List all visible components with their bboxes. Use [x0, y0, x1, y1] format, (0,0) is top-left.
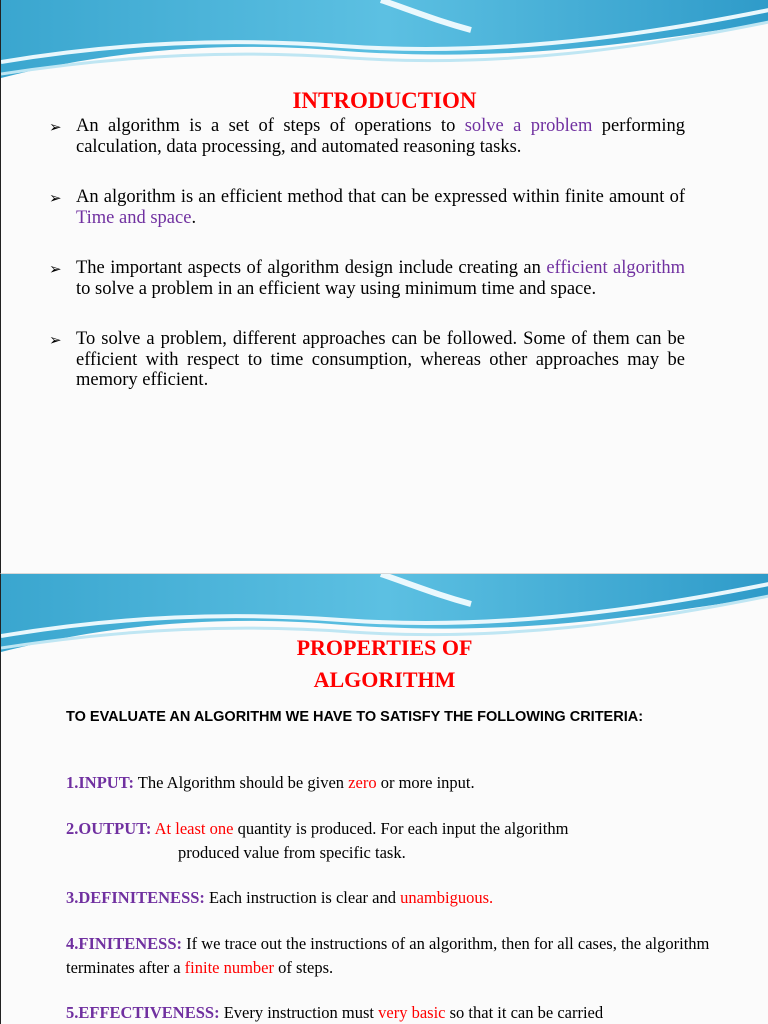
property-key: 5.EFFECTIVENESS: — [66, 1003, 220, 1022]
bullet-highlight: solve a problem — [464, 116, 593, 136]
bullet-text: An algorithm is an efficient method that can be expressed within finite amount of — [76, 187, 685, 207]
property-finiteness — [66, 932, 726, 980]
title-line: PROPERTIES OF — [296, 635, 473, 660]
page-title: INTRODUCTION — [292, 88, 477, 113]
bullet-highlight: efficient algorithm — [546, 258, 685, 278]
list-item — [49, 116, 685, 157]
bullet-text: . — [191, 207, 197, 228]
arrow-bullet-icon: ➢ — [49, 331, 62, 349]
property-output — [66, 817, 726, 865]
arrow-bullet-icon: ➢ — [49, 260, 62, 278]
title-line: ALGORITHM — [313, 667, 456, 692]
property-highlight: finite number — [184, 958, 275, 977]
property-key: 4.FINITENESS: — [66, 934, 182, 953]
property-text: Every instruction must — [219, 1003, 379, 1022]
property-text: of steps. — [274, 958, 334, 977]
bullet-text: The important aspects of algorithm design include creating an — [76, 258, 547, 278]
list-item — [49, 329, 685, 391]
arrow-bullet-icon: ➢ — [49, 189, 62, 207]
property-highlight: unambiguous. — [400, 888, 494, 907]
property-definiteness — [66, 886, 726, 910]
property-highlight: zero — [348, 773, 377, 792]
property-text: so that it can be carried — [445, 1003, 604, 1022]
section-title — [1, 632, 768, 696]
property-input — [66, 771, 726, 795]
property-text: Each instruction is clear and — [204, 888, 401, 907]
bullet-text: To solve a problem, different approaches can be followed. Some of them can be efficient with respect to time consumption, whereas other approaches may be memory efficient. — [76, 329, 685, 390]
wave-banner — [1, 0, 768, 90]
arrow-bullet-icon: ➢ — [49, 118, 62, 136]
bullet-list — [49, 116, 685, 421]
property-text: The Algorithm should be given — [133, 773, 349, 792]
property-key: 2.OUTPUT: — [66, 819, 152, 838]
bullet-text: An algorithm is a set of steps of operations to — [76, 116, 465, 136]
property-key: 1.INPUT: — [66, 773, 134, 792]
list-item — [49, 187, 685, 228]
bullet-text: performing calculation, data processing, and automated reasoning tasks. — [76, 116, 685, 157]
property-highlight: very basic — [378, 1003, 446, 1022]
bullet-text: to solve a problem in an efficient way using minimum time and space. — [76, 278, 597, 299]
property-continuation: produced value from specific task. — [178, 843, 406, 862]
list-item — [49, 258, 685, 299]
property-effectiveness — [66, 1001, 726, 1024]
property-highlight: At least one — [154, 819, 234, 838]
bullet-highlight: Time and space — [76, 207, 192, 228]
slide-properties — [0, 574, 768, 1024]
property-text: or more input. — [376, 773, 475, 792]
property-text: quantity is produced. For each input the algorithm — [233, 819, 569, 838]
property-text: If we trace out the instructions of an algorithm, then for all cases, the algorithm terminates after a — [66, 934, 710, 977]
property-key: 3.DEFINITENESS: — [66, 888, 205, 907]
criteria-heading: TO EVALUATE AN ALGORITHM WE HAVE TO SATISFY THE FOLLOWING CRITERIA: — [66, 709, 644, 725]
